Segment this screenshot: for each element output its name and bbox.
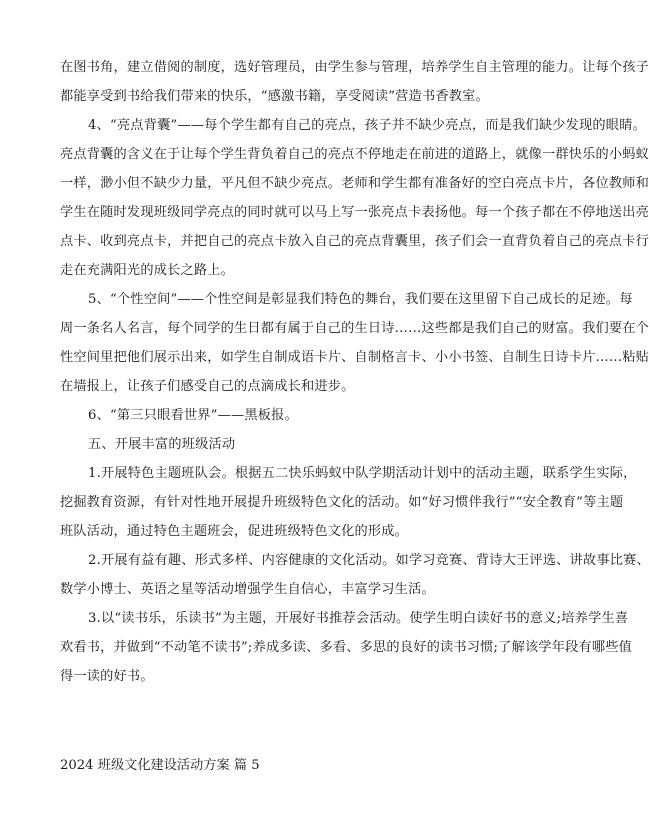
text-line: 数学小博士、英语之星等活动增强学生自信心，丰富学习生活。 bbox=[60, 582, 435, 597]
text-line: 学生在随时发现班级同学亮点的同时就可以马上写一张亮点卡表扬他。每一个孩子都在不停地送出亮 bbox=[60, 205, 650, 220]
text-line: 在墙报上，让孩子们感受自己的点滴成长和进步。 bbox=[60, 379, 355, 394]
text-line: 5、“个性空间”——个性空间是彰显我们特色的舞台，我们要在这里留下自己成长的足迹。每 bbox=[88, 292, 633, 307]
text-line: 点卡、收到亮点卡，并把自己的亮点卡放入自己的亮点背囊里，孩子们会一直背负着自己的亮点卡行 bbox=[60, 234, 650, 249]
document-body bbox=[60, 53, 650, 691]
section-heading: 五、开展丰富的班级活动 bbox=[88, 437, 236, 452]
paragraph-cultural-activities bbox=[60, 546, 650, 604]
text-line: 1.开展特色主题班队会。根据五二快乐蚂蚁中队学期活动计划中的活动主题，联系学生实际， bbox=[88, 466, 637, 481]
text-line: 在图书角，建立借阅的制度，选好管理员，由学生参与管理，培养学生自主管理的能力。让每个孩子 bbox=[60, 60, 650, 75]
document-section-title: 2024 班级文化建设活动方案 篇 5 bbox=[60, 758, 260, 773]
text-line: 都能享受到书给我们带来的快乐，“感激书籍，享受阅读”营造书香教室。 bbox=[60, 89, 489, 104]
paragraph-reading-corner bbox=[60, 53, 650, 111]
paragraph-reading-theme bbox=[60, 604, 633, 691]
text-line: 性空间里把他们展示出来，如学生自制成语卡片、自制格言卡、小小书签、自制生日诗卡片……粘贴 bbox=[60, 350, 650, 365]
paragraph-blackboard bbox=[60, 401, 518, 430]
text-line: 挖掘教育资源，有针对性地开展提升班级特色文化的活动。如“好习惯伴我行”“安全教育”等主题 bbox=[60, 495, 624, 510]
text-line: 6、“第三只眼看世界”——黑板报。 bbox=[88, 408, 298, 423]
text-line: 得一读的好书。 bbox=[60, 669, 154, 684]
text-line: 3.以“读书乐，乐读书”为主题，开展好书推荐会活动。使学生明白读好书的意义;培养学生喜 bbox=[88, 611, 629, 626]
paragraph-personal-space bbox=[60, 285, 650, 401]
text-line: 周一条名人名言，每个同学的生日都有属于自己的生日诗……这些都是我们自己的财富。我们要在个 bbox=[60, 321, 650, 336]
text-line: 亮点背囊的含义在于让每个学生背负着自己的亮点不停地走在前进的道路上，就像一群快乐的小蚂蚁 bbox=[60, 147, 650, 162]
text-line: 班队活动，通过特色主题班会，促进班级特色文化的形成。 bbox=[60, 524, 409, 539]
text-line: 一样，渺小但不缺少力量，平凡但不缺少亮点。老师和学生都有准备好的空白亮点卡片，各位教师和 bbox=[60, 176, 650, 191]
text-line: 欢看书，并做到“不动笔不读书”;养成多读、多看、多思的良好的读书习惯;了解该学年段有哪些值 bbox=[60, 640, 633, 655]
text-line: 4、“亮点背囊”——每个学生都有自己的亮点，孩子并不缺少亮点，而是我们缺少发现的眼睛。 bbox=[88, 118, 646, 133]
section-heading-class-activities bbox=[60, 430, 518, 459]
text-line: 走在充满阳光的成长之路上。 bbox=[60, 263, 235, 278]
paragraph-theme-meetings bbox=[60, 459, 637, 546]
paragraph-highlight-bag bbox=[60, 111, 650, 285]
text-line: 2.开展有益有趣、形式多样、内容健康的文化活动。如学习竞赛、背诗大王评选、讲故事比赛、 bbox=[88, 553, 650, 568]
